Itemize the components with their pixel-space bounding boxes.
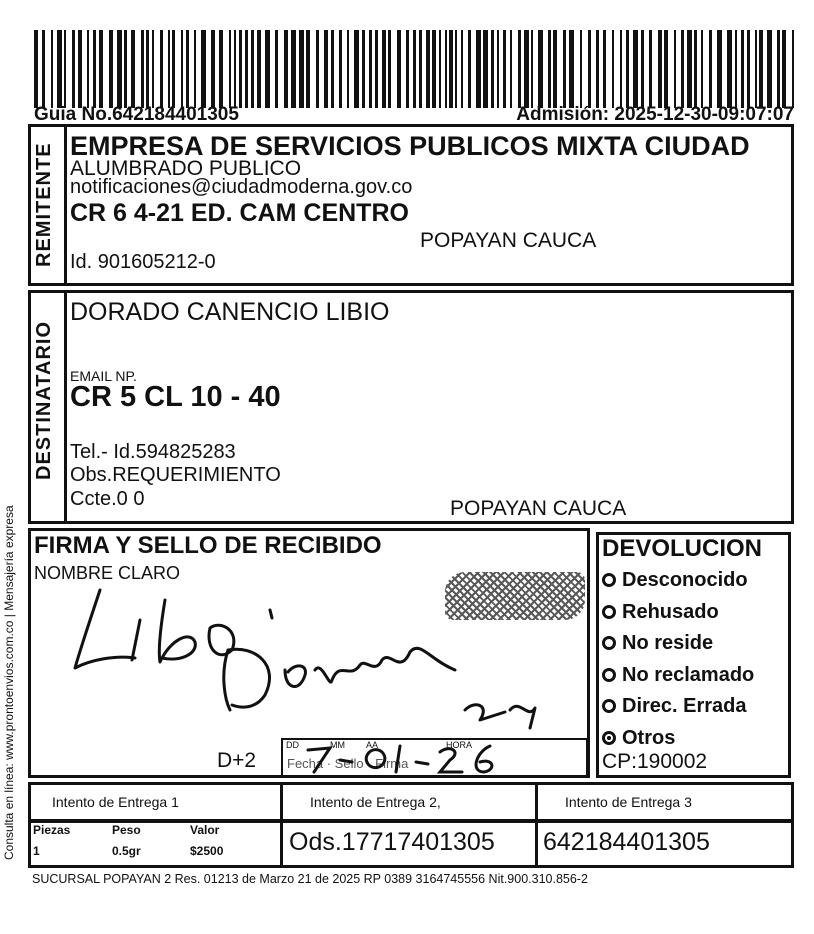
barcode-bar <box>755 30 757 108</box>
piezas-label: Piezas <box>33 823 71 837</box>
radio-circle-icon <box>602 699 616 713</box>
side-url-text: Consulta en línea: www.prontoenvios.com.co | Mensajería expresa <box>2 505 16 860</box>
barcode-bar <box>782 30 786 108</box>
date-aa-label: AA <box>366 740 379 750</box>
barcode-bar <box>219 30 223 108</box>
barcode-bar <box>538 30 543 108</box>
date-mm-label: MM <box>330 740 345 750</box>
ods-number: Ods.17717401305 <box>289 828 495 856</box>
barcode <box>34 30 794 108</box>
devolucion-option-label: No reclamado <box>622 663 755 686</box>
barcode-bar <box>759 30 763 108</box>
barcode-bar <box>234 30 236 108</box>
handwritten-date <box>290 738 510 778</box>
barcode-bar <box>299 30 304 108</box>
destinatario-divider <box>64 293 67 521</box>
barcode-bar <box>497 30 499 108</box>
intentos-divider-2 <box>535 785 538 820</box>
remitente-divider <box>64 127 67 283</box>
barcode-bar <box>93 30 96 108</box>
barcode-bar <box>211 30 215 108</box>
barcode-bar <box>181 30 183 108</box>
valor-label: Valor <box>190 823 220 837</box>
piezas-value: 1 <box>33 844 40 858</box>
barcode-bar <box>649 30 652 108</box>
devolucion-option-label: Otros <box>622 726 676 749</box>
info-divider-1 <box>280 823 283 865</box>
date-dd-label: DD <box>286 740 299 750</box>
destinatario-address: CR 5 CL 10 - 40 <box>70 381 281 413</box>
devolucion-cp: CP:190002 <box>602 750 708 773</box>
radio-circle-icon <box>602 605 616 619</box>
barcode-bar <box>531 30 533 108</box>
barcode-bar <box>674 30 676 108</box>
barcode-bar <box>701 30 703 108</box>
barcode-bar <box>426 30 430 108</box>
devolucion-option-no-reside[interactable] <box>602 628 754 660</box>
devolucion-option-direc-errada[interactable] <box>602 691 754 723</box>
remitente-address: CR 6 4-21 ED. CAM CENTRO <box>70 199 409 227</box>
barcode-bar <box>141 30 144 108</box>
barcode-bar <box>201 30 206 108</box>
barcode-bar <box>99 30 103 108</box>
devolucion-option-label: No reside <box>622 632 714 654</box>
barcode-bar <box>709 30 712 108</box>
barcode-bar <box>324 30 328 108</box>
barcode-bar <box>124 30 127 108</box>
barcode-bar <box>626 30 629 108</box>
barcode-bar <box>727 30 732 108</box>
peso-label: Peso <box>112 823 141 837</box>
barcode-bar <box>620 30 622 108</box>
barcode-bar <box>72 30 75 108</box>
remitente-id: Id. 901605212-0 <box>70 251 216 273</box>
barcode-bar <box>406 30 409 108</box>
info-divider-2 <box>535 823 538 865</box>
barcode-bar <box>510 30 512 108</box>
guia-number: Guia No.642184401305 <box>34 104 239 125</box>
barcode-bar <box>251 30 254 108</box>
barcode-bar <box>548 30 551 108</box>
barcode-bar <box>42 30 45 108</box>
barcode-bar <box>354 30 359 108</box>
barcode-bar <box>275 30 278 108</box>
footer-text: SUCURSAL POPAYAN 2 Res. 01213 de Marzo 21 de 2025 RP 0389 3164745556 Nit.900.310.856-2 <box>32 872 588 886</box>
radio-circle-icon <box>602 573 616 587</box>
barcode-bar <box>64 30 66 108</box>
barcode-bar <box>687 30 692 108</box>
barcode-bar <box>658 30 662 108</box>
destinatario-email: EMAIL NP. <box>70 368 137 384</box>
barcode-bar <box>347 30 349 108</box>
barcode-bar <box>109 30 113 108</box>
barcode-bar <box>641 30 644 108</box>
barcode-bar <box>518 30 521 108</box>
barcode-bar <box>284 30 288 108</box>
firma-title: FIRMA Y SELLO DE RECIBIDO <box>34 532 382 559</box>
barcode-bar <box>767 30 772 108</box>
barcode-bar <box>172 30 175 108</box>
remitente-label: REMITENTE <box>33 142 55 268</box>
barcode-bar <box>792 30 794 108</box>
devolucion-title: DEVOLUCION <box>602 535 763 562</box>
date-stamp-caption: Fecha · Sello · Firma <box>287 756 409 771</box>
barcode-bar <box>146 30 149 108</box>
barcode-bar <box>681 30 684 108</box>
barcode-bar <box>553 30 557 108</box>
radio-circle-filled-icon <box>602 731 616 745</box>
peso-value: 0.5gr <box>112 844 141 858</box>
barcode-bar <box>131 30 135 108</box>
devolucion-option-label: Rehusado <box>622 600 719 623</box>
barcode-bar <box>596 30 599 108</box>
barcode-bar <box>524 30 529 108</box>
devolucion-option-no-reclamado[interactable] <box>602 660 754 692</box>
admission-date: Admisión: 2025-12-30-09:07:07 <box>516 104 794 125</box>
barcode-bar <box>603 30 606 108</box>
barcode-bar <box>57 30 62 108</box>
barcode-bar <box>741 30 744 108</box>
intento-entrega-1: Intento de Entrega 1 <box>52 794 179 810</box>
barcode-bar <box>461 30 463 108</box>
devolucion-option-desconocido[interactable] <box>602 565 754 597</box>
barcode-bar <box>152 30 154 108</box>
barcode-bar <box>316 30 319 108</box>
barcode-bar <box>339 30 342 108</box>
barcode-bar <box>664 30 668 108</box>
devolucion-option-label: Desconocido <box>622 569 748 591</box>
radio-circle-icon <box>602 636 616 650</box>
barcode-bar <box>257 30 261 108</box>
barcode-bar <box>439 30 441 108</box>
remitente-email: notificaciones@ciudadmoderna.gov.co <box>70 176 413 198</box>
barcode-bar <box>160 30 163 108</box>
barcode-bar <box>633 30 638 108</box>
barcode-bar <box>413 30 416 108</box>
barcode-bar <box>306 30 310 108</box>
barcode-bar <box>491 30 494 108</box>
destinatario-ccte: Ccte.0 0 <box>70 488 145 510</box>
destinatario-obs: Obs.REQUERIMIENTO <box>70 464 281 486</box>
barcode-bar <box>747 30 750 108</box>
barcode-bar <box>563 30 566 108</box>
barcode-bar <box>87 30 89 108</box>
barcode-bar <box>245 30 248 108</box>
destinatario-name: DORADO CANENCIO LIBIO <box>70 298 390 326</box>
barcode-bar <box>186 30 189 108</box>
barcode-bar <box>503 30 506 108</box>
date-hora-label: HORA <box>446 740 473 750</box>
barcode-bar <box>117 30 122 108</box>
guia-number-footer: 642184401305 <box>543 828 710 856</box>
barcode-bar <box>51 30 53 108</box>
d-plus-2: D+2 <box>217 749 257 772</box>
barcode-bar <box>382 30 386 108</box>
remitente-dept: ALUMBRADO PUBLICO <box>70 157 302 180</box>
barcode-bar <box>239 30 242 108</box>
barcode-bar <box>194 30 196 108</box>
remitente-city: POPAYAN CAUCA <box>420 229 597 252</box>
barcode-bar <box>694 30 697 108</box>
barcode-bar <box>468 30 471 108</box>
barcode-bar <box>445 30 447 108</box>
intento-entrega-2: Intento de Entrega 2, <box>310 794 441 810</box>
barcode-bar <box>580 30 582 108</box>
barcode-bar <box>777 30 780 108</box>
valor-value: $2500 <box>190 844 224 858</box>
barcode-bar <box>362 30 365 108</box>
destinatario-label: DESTINATARIO <box>33 320 55 480</box>
barcode-bar <box>612 30 614 108</box>
devolucion-option-label: Direc. Errada <box>622 695 747 717</box>
barcode-bar <box>168 30 170 108</box>
barcode-bar <box>449 30 453 108</box>
barcode-bar <box>78 30 82 108</box>
barcode-bar <box>432 30 436 108</box>
barcode-bar <box>34 30 38 108</box>
destinatario-city: POPAYAN CAUCA <box>450 497 627 520</box>
barcode-bar <box>331 30 334 108</box>
nombre-claro-label: NOMBRE CLARO <box>34 563 181 583</box>
barcode-bar <box>419 30 422 108</box>
barcode-bar <box>483 30 488 108</box>
devolucion-option-rehusado[interactable] <box>602 597 754 629</box>
barcode-bar <box>717 30 722 108</box>
barcode-bar <box>735 30 737 108</box>
remitente-company: EMPRESA DE SERVICIOS PUBLICOS MIXTA CIUDAD <box>70 131 750 161</box>
barcode-bar <box>476 30 481 108</box>
barcode-bar <box>397 30 401 108</box>
destinatario-tel: Tel.- Id.594825283 <box>70 441 236 463</box>
devolucion-options <box>602 565 754 754</box>
barcode-bar <box>455 30 457 108</box>
intento-entrega-3: Intento de Entrega 3 <box>565 794 692 810</box>
barcode-bar <box>569 30 574 108</box>
radio-circle-icon <box>602 668 616 682</box>
barcode-bar <box>229 30 231 108</box>
signature <box>60 580 580 740</box>
barcode-bar <box>291 30 296 108</box>
barcode-bar <box>388 30 391 108</box>
barcode-bar <box>375 30 378 108</box>
barcode-bar <box>369 30 372 108</box>
barcode-bar <box>588 30 591 108</box>
barcode-bar <box>265 30 270 108</box>
intentos-divider-1 <box>280 785 283 820</box>
